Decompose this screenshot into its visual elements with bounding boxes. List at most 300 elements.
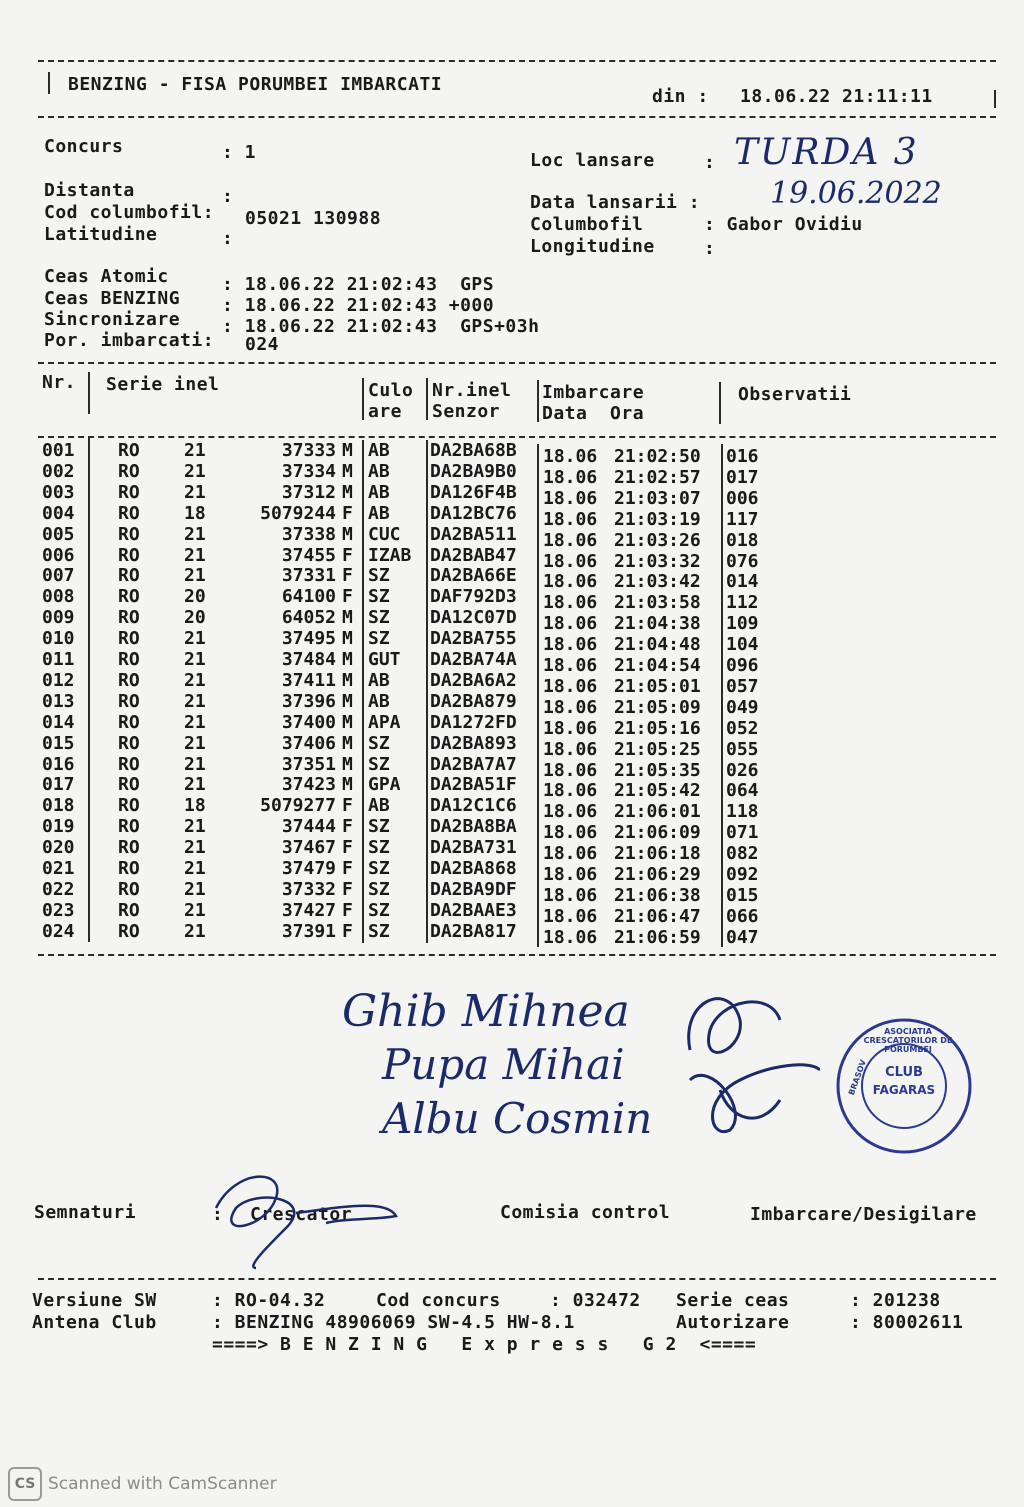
row-date: 18.06 bbox=[543, 675, 598, 697]
ceas-atomic-label: Ceas Atomic bbox=[44, 266, 169, 287]
row-year: 21 bbox=[184, 837, 206, 859]
row-sex: M bbox=[342, 481, 353, 503]
row-column-separator bbox=[426, 733, 428, 755]
row-year: 21 bbox=[184, 858, 206, 879]
row-time: 21:04:54 bbox=[614, 655, 701, 676]
row-nr: 019 bbox=[42, 816, 75, 838]
row-time: 21:05:16 bbox=[614, 717, 701, 739]
cod-columbofil-value: 05021 130988 bbox=[245, 208, 382, 229]
col-sep-serie-header bbox=[362, 378, 364, 420]
row-color: SZ bbox=[368, 837, 390, 859]
row-time: 21:06:59 bbox=[614, 926, 701, 948]
distanta-colon: : bbox=[222, 186, 234, 207]
row-sensor: DA2BA74A bbox=[430, 649, 517, 670]
row-sex: F bbox=[342, 878, 353, 900]
row-color: SZ bbox=[368, 920, 390, 942]
row-column-separator bbox=[426, 586, 428, 608]
serie-ceas-value: : 201238 bbox=[850, 1290, 941, 1311]
latitudine-label: Latitudine bbox=[44, 224, 158, 245]
row-column-separator bbox=[362, 921, 364, 943]
row-color: AB bbox=[368, 440, 390, 461]
versiune-value: : RO-04.32 bbox=[212, 1290, 326, 1311]
handwritten-signature-2: Pupa Mihai bbox=[382, 1040, 625, 1089]
row-color: GUT bbox=[368, 649, 401, 670]
row-nr: 011 bbox=[42, 649, 75, 670]
table-row bbox=[0, 481, 1024, 509]
row-country: RO bbox=[118, 690, 140, 712]
row-column-separator bbox=[362, 461, 364, 483]
row-year: 21 bbox=[184, 628, 206, 650]
row-color: SZ bbox=[368, 816, 390, 838]
table-row bbox=[0, 628, 1024, 656]
row-ring-number: 37411 bbox=[281, 669, 336, 691]
longitudine-label: Longitudine bbox=[530, 236, 655, 257]
header-left-bar bbox=[48, 72, 50, 94]
crescator-label: Crescator bbox=[250, 1204, 353, 1225]
row-ring-number: 64052 bbox=[281, 607, 336, 629]
row-sex: F bbox=[342, 920, 353, 942]
antena-label: Antena Club bbox=[32, 1312, 157, 1333]
row-sensor: DA2BA66E bbox=[430, 565, 517, 587]
row-observatii: 015 bbox=[726, 884, 759, 906]
columbofil-label: Columbofil bbox=[530, 214, 644, 235]
row-sex: M bbox=[342, 669, 353, 691]
row-country: RO bbox=[118, 607, 140, 629]
row-date: 18.06 bbox=[543, 780, 598, 802]
row-country: RO bbox=[118, 523, 140, 545]
table-row bbox=[0, 858, 1024, 885]
row-ring-number: 37495 bbox=[281, 628, 336, 650]
row-sensor: DAF792D3 bbox=[430, 586, 517, 608]
row-observatii: 104 bbox=[726, 634, 759, 656]
row-ring-number: 37467 bbox=[281, 837, 336, 859]
row-sex: F bbox=[342, 858, 353, 879]
col-header-observatii: Observatii bbox=[738, 384, 852, 405]
table-bottom-rule bbox=[38, 954, 996, 956]
row-year: 21 bbox=[184, 690, 206, 712]
row-year: 21 bbox=[184, 544, 206, 566]
col-sep-nrinel-header bbox=[537, 380, 539, 422]
row-date: 18.06 bbox=[543, 592, 598, 614]
row-column-separator bbox=[362, 712, 364, 734]
row-column-separator bbox=[362, 774, 364, 796]
row-nr: 001 bbox=[42, 440, 75, 461]
row-sex: F bbox=[342, 502, 353, 524]
row-column-separator bbox=[426, 440, 428, 462]
row-nr: 004 bbox=[42, 502, 75, 524]
row-time: 21:05:35 bbox=[614, 759, 701, 781]
row-time: 21:05:42 bbox=[614, 780, 701, 802]
row-observatii: 076 bbox=[726, 550, 759, 572]
row-time: 21:06:38 bbox=[614, 884, 701, 906]
row-date: 18.06 bbox=[543, 446, 598, 467]
row-country: RO bbox=[118, 502, 140, 524]
row-nr: 003 bbox=[42, 481, 75, 503]
row-observatii: 112 bbox=[726, 592, 759, 614]
row-sensor: DA2BA51F bbox=[430, 774, 517, 796]
row-sex: F bbox=[342, 544, 353, 566]
row-sex: F bbox=[342, 899, 353, 921]
row-sensor: DA2BA7A7 bbox=[430, 753, 517, 775]
row-country: RO bbox=[118, 899, 140, 921]
row-column-separator bbox=[537, 925, 539, 947]
row-date: 18.06 bbox=[543, 466, 598, 488]
row-year: 21 bbox=[184, 732, 206, 754]
table-row bbox=[0, 920, 1024, 948]
table-row bbox=[0, 523, 1024, 551]
col-header-imbarcare: Imbarcare bbox=[542, 382, 645, 403]
table-row bbox=[0, 837, 1024, 865]
row-time: 21:05:25 bbox=[614, 738, 701, 760]
row-ring-number: 37334 bbox=[281, 460, 336, 482]
row-ring-number: 37479 bbox=[281, 858, 336, 879]
data-lansarii-label: Data lansarii : bbox=[530, 192, 701, 213]
row-country: RO bbox=[118, 649, 140, 670]
row-nr: 012 bbox=[42, 669, 75, 691]
table-row bbox=[0, 440, 1024, 467]
row-observatii: 096 bbox=[726, 655, 759, 676]
row-time: 21:03:26 bbox=[614, 529, 701, 551]
row-observatii: 014 bbox=[726, 571, 759, 593]
row-nr: 010 bbox=[42, 628, 75, 650]
versiune-label: Versiune SW bbox=[32, 1290, 157, 1311]
row-nr: 002 bbox=[42, 460, 75, 482]
table-row bbox=[0, 586, 1024, 614]
scribble-signature bbox=[670, 980, 820, 1140]
col-sep-nr-body bbox=[88, 436, 90, 942]
ceas-benzing-label: Ceas BENZING bbox=[44, 288, 181, 309]
row-ring-number: 37333 bbox=[281, 440, 336, 461]
row-nr: 024 bbox=[42, 920, 75, 942]
row-date: 18.06 bbox=[543, 864, 598, 885]
row-nr: 007 bbox=[42, 565, 75, 587]
row-country: RO bbox=[118, 460, 140, 482]
row-sex: F bbox=[342, 837, 353, 859]
row-year: 20 bbox=[184, 586, 206, 608]
row-column-separator bbox=[426, 545, 428, 567]
table-row bbox=[0, 502, 1024, 530]
row-sex: F bbox=[342, 586, 353, 608]
row-color: AB bbox=[368, 690, 390, 712]
row-sensor: DA2BA893 bbox=[430, 732, 517, 754]
camscanner-watermark bbox=[8, 1467, 277, 1501]
semnaturi-label: Semnaturi bbox=[34, 1202, 137, 1223]
row-observatii: 066 bbox=[726, 905, 759, 927]
col-sep-culo-header bbox=[426, 378, 428, 420]
row-time: 21:04:38 bbox=[614, 613, 701, 635]
row-sex: M bbox=[342, 690, 353, 712]
row-sex: M bbox=[342, 523, 353, 545]
row-sensor: DA2BA755 bbox=[430, 628, 517, 650]
stamp-center-city: FAGARAS bbox=[872, 1083, 936, 1097]
row-date: 18.06 bbox=[543, 843, 598, 865]
row-column-separator bbox=[426, 900, 428, 922]
row-sensor: DA2BA68B bbox=[430, 440, 517, 461]
table-row bbox=[0, 544, 1024, 572]
row-column-separator bbox=[426, 649, 428, 671]
row-sex: M bbox=[342, 628, 353, 650]
row-ring-number: 37332 bbox=[281, 878, 336, 900]
row-ring-number: 37484 bbox=[281, 649, 336, 670]
row-color: SZ bbox=[368, 858, 390, 879]
row-ring-number: 5079244 bbox=[260, 502, 336, 524]
ceas-atomic-value: : 18.06.22 21:02:43 GPS bbox=[222, 274, 495, 295]
row-ring-number: 37331 bbox=[281, 565, 336, 587]
sincronizare-label: Sincronizare bbox=[44, 309, 181, 330]
row-country: RO bbox=[118, 628, 140, 650]
row-column-separator bbox=[426, 879, 428, 901]
row-date: 18.06 bbox=[543, 884, 598, 906]
row-color: SZ bbox=[368, 732, 390, 754]
row-year: 21 bbox=[184, 899, 206, 921]
row-column-separator bbox=[362, 482, 364, 504]
row-color: SZ bbox=[368, 586, 390, 608]
row-observatii: 049 bbox=[726, 696, 759, 718]
row-column-separator bbox=[362, 858, 364, 880]
row-year: 21 bbox=[184, 481, 206, 503]
row-nr: 016 bbox=[42, 753, 75, 775]
row-nr: 018 bbox=[42, 795, 75, 817]
row-time: 21:03:42 bbox=[614, 571, 701, 593]
row-date: 18.06 bbox=[543, 487, 598, 509]
row-ring-number: 37444 bbox=[281, 816, 336, 838]
longitudine-colon: : bbox=[704, 238, 716, 259]
imbarcare-desigilare-label: Imbarcare/Desigilare bbox=[750, 1204, 977, 1225]
club-stamp bbox=[835, 1017, 973, 1155]
row-color: IZAB bbox=[368, 544, 412, 566]
row-nr: 021 bbox=[42, 858, 75, 879]
row-color: APA bbox=[368, 711, 401, 733]
row-sensor: DA12BC76 bbox=[430, 502, 517, 524]
row-time: 21:05:01 bbox=[614, 675, 701, 697]
cod-concurs-value: : 032472 bbox=[550, 1290, 641, 1311]
row-ring-number: 37312 bbox=[281, 481, 336, 503]
table-row bbox=[0, 649, 1024, 676]
row-observatii: 117 bbox=[726, 508, 759, 530]
row-date: 18.06 bbox=[543, 738, 598, 760]
row-time: 21:02:50 bbox=[614, 446, 701, 467]
row-ring-number: 5079277 bbox=[260, 795, 336, 817]
row-time: 21:03:19 bbox=[614, 508, 701, 530]
row-column-separator bbox=[426, 607, 428, 629]
autorizare-value: : 80002611 bbox=[850, 1312, 964, 1333]
row-column-separator bbox=[362, 670, 364, 692]
row-column-separator bbox=[362, 545, 364, 567]
row-nr: 020 bbox=[42, 837, 75, 859]
row-sensor: DA2BA8BA bbox=[430, 816, 517, 838]
row-country: RO bbox=[118, 481, 140, 503]
distanta-label: Distanta bbox=[44, 180, 135, 201]
header-bottom-rule bbox=[38, 116, 996, 118]
din-label: din : bbox=[652, 86, 709, 107]
col-header-serie: Serie inel bbox=[106, 374, 220, 395]
row-column-separator bbox=[362, 754, 364, 776]
concurs-label: Concurs bbox=[44, 136, 124, 157]
camscanner-logo-icon: CS bbox=[8, 1467, 42, 1501]
row-date: 18.06 bbox=[543, 696, 598, 718]
row-column-separator bbox=[426, 670, 428, 692]
row-year: 18 bbox=[184, 795, 206, 817]
row-color: AB bbox=[368, 460, 390, 482]
row-nr: 022 bbox=[42, 878, 75, 900]
row-column-separator bbox=[362, 440, 364, 462]
row-sensor: DA2BAB47 bbox=[430, 544, 517, 566]
row-ring-number: 37427 bbox=[281, 899, 336, 921]
row-time: 21:05:09 bbox=[614, 696, 701, 718]
row-column-separator bbox=[362, 816, 364, 838]
row-year: 21 bbox=[184, 523, 206, 545]
row-sensor: DA2BA879 bbox=[430, 690, 517, 712]
row-observatii: 057 bbox=[726, 675, 759, 697]
table-row bbox=[0, 774, 1024, 802]
row-column-separator bbox=[426, 858, 428, 880]
cod-columbofil-label: Cod columbofil: bbox=[44, 202, 215, 223]
latitudine-colon: : bbox=[222, 228, 234, 249]
row-column-separator bbox=[426, 921, 428, 943]
row-sensor: DA2BA9B0 bbox=[430, 460, 517, 482]
table-row bbox=[0, 690, 1024, 718]
col-header-culo: Culo bbox=[368, 380, 414, 401]
handwritten-signature-1: Ghib Mihnea bbox=[342, 986, 630, 1037]
table-row bbox=[0, 711, 1024, 739]
row-time: 21:06:29 bbox=[614, 864, 701, 885]
row-country: RO bbox=[118, 732, 140, 754]
row-observatii: 118 bbox=[726, 801, 759, 823]
row-time: 21:03:32 bbox=[614, 550, 701, 572]
data-lansarii-handwritten: 19.06.2022 bbox=[770, 176, 942, 211]
autorizare-label: Autorizare bbox=[676, 1312, 790, 1333]
row-country: RO bbox=[118, 816, 140, 838]
table-header-rule bbox=[38, 436, 996, 438]
row-date: 18.06 bbox=[543, 613, 598, 635]
row-year: 20 bbox=[184, 607, 206, 629]
document-title: BENZING - FISA PORUMBEI IMBARCATI bbox=[68, 74, 443, 95]
row-time: 21:06:47 bbox=[614, 905, 701, 927]
row-time: 21:03:58 bbox=[614, 592, 701, 614]
row-date: 18.06 bbox=[543, 717, 598, 739]
row-color: SZ bbox=[368, 565, 390, 587]
table-row bbox=[0, 607, 1024, 635]
table-row bbox=[0, 816, 1024, 844]
table-row bbox=[0, 878, 1024, 906]
row-sensor: DA12C1C6 bbox=[430, 795, 517, 817]
loc-lansare-colon: : bbox=[704, 152, 716, 173]
row-sensor: DA2BA511 bbox=[430, 523, 517, 545]
row-date: 18.06 bbox=[543, 550, 598, 572]
por-imbarcati-value: 024 bbox=[245, 334, 280, 355]
row-country: RO bbox=[118, 858, 140, 879]
row-time: 21:06:01 bbox=[614, 801, 701, 823]
header-top-rule bbox=[38, 60, 996, 62]
row-time: 21:02:57 bbox=[614, 466, 701, 488]
row-sex: M bbox=[342, 607, 353, 629]
col-header-nrinel: Nr.inel bbox=[432, 380, 512, 401]
row-column-separator bbox=[426, 565, 428, 587]
cod-concurs-label: Cod concurs bbox=[376, 1290, 501, 1311]
row-color: SZ bbox=[368, 753, 390, 775]
row-country: RO bbox=[118, 753, 140, 775]
col-sep-imbarcare-header bbox=[719, 382, 721, 424]
row-sensor: DA2BA817 bbox=[430, 920, 517, 942]
row-column-separator bbox=[426, 482, 428, 504]
stamp-left-text: BRASOV bbox=[846, 1058, 869, 1097]
row-sensor: DA2BA9DF bbox=[430, 878, 517, 900]
row-column-separator bbox=[362, 837, 364, 859]
row-sensor: DA2BA868 bbox=[430, 858, 517, 879]
row-column-separator bbox=[362, 503, 364, 525]
row-color: SZ bbox=[368, 607, 390, 629]
row-sensor: DA12C07D bbox=[430, 607, 517, 629]
benzing-express-banner: ====> B E N Z I N G E x p r e s s G 2 <==== bbox=[212, 1334, 757, 1355]
row-observatii: 109 bbox=[726, 613, 759, 635]
row-sensor: DA2BAAE3 bbox=[430, 899, 517, 921]
row-column-separator bbox=[721, 925, 723, 947]
row-date: 18.06 bbox=[543, 822, 598, 844]
row-country: RO bbox=[118, 795, 140, 817]
row-nr: 008 bbox=[42, 586, 75, 608]
ceas-benzing-value: : 18.06.22 21:02:43 +000 bbox=[222, 295, 495, 316]
row-column-separator bbox=[362, 795, 364, 817]
row-time: 21:03:07 bbox=[614, 487, 701, 509]
table-row bbox=[0, 753, 1024, 781]
row-year: 21 bbox=[184, 649, 206, 670]
sincronizare-value: : 18.06.22 21:02:43 GPS+03h bbox=[222, 316, 540, 337]
row-ring-number: 37400 bbox=[281, 711, 336, 733]
row-observatii: 082 bbox=[726, 843, 759, 865]
row-observatii: 047 bbox=[726, 926, 759, 948]
semnaturi-colon: : bbox=[212, 1204, 224, 1225]
row-column-separator bbox=[362, 628, 364, 650]
row-observatii: 026 bbox=[726, 759, 759, 781]
handwritten-signature-3: Albu Cosmin bbox=[382, 1094, 653, 1143]
row-color: CUC bbox=[368, 523, 401, 545]
loc-lansare-handwritten: TURDA 3 bbox=[734, 132, 919, 173]
row-ring-number: 37455 bbox=[281, 544, 336, 566]
row-sex: M bbox=[342, 711, 353, 733]
table-row bbox=[0, 899, 1024, 927]
row-country: RO bbox=[118, 565, 140, 587]
row-nr: 013 bbox=[42, 690, 75, 712]
footer-rule bbox=[38, 1278, 996, 1280]
row-color: AB bbox=[368, 669, 390, 691]
concurs-value: : 1 bbox=[222, 142, 257, 163]
row-ring-number: 37406 bbox=[281, 732, 336, 754]
row-country: RO bbox=[118, 669, 140, 691]
row-column-separator bbox=[426, 461, 428, 483]
row-ring-number: 37391 bbox=[281, 920, 336, 942]
col-header-are: are bbox=[368, 401, 403, 422]
row-column-separator bbox=[362, 733, 364, 755]
row-date: 18.06 bbox=[543, 801, 598, 823]
row-nr: 006 bbox=[42, 544, 75, 566]
row-observatii: 064 bbox=[726, 780, 759, 802]
table-top-rule bbox=[38, 362, 996, 364]
loc-lansare-label: Loc lansare bbox=[530, 150, 655, 171]
row-column-separator bbox=[426, 691, 428, 713]
row-column-separator bbox=[362, 524, 364, 546]
row-sex: M bbox=[342, 732, 353, 754]
row-column-separator bbox=[362, 691, 364, 713]
stamp-outer-text: ASOCIATIA CRESCATORILOR DE PORUMBEI bbox=[863, 1027, 953, 1054]
row-color: GPA bbox=[368, 774, 401, 796]
row-date: 18.06 bbox=[543, 655, 598, 676]
row-year: 21 bbox=[184, 460, 206, 482]
row-ring-number: 37338 bbox=[281, 523, 336, 545]
row-sex: F bbox=[342, 565, 353, 587]
row-country: RO bbox=[118, 586, 140, 608]
row-ring-number: 37423 bbox=[281, 774, 336, 796]
row-nr: 017 bbox=[42, 774, 75, 796]
